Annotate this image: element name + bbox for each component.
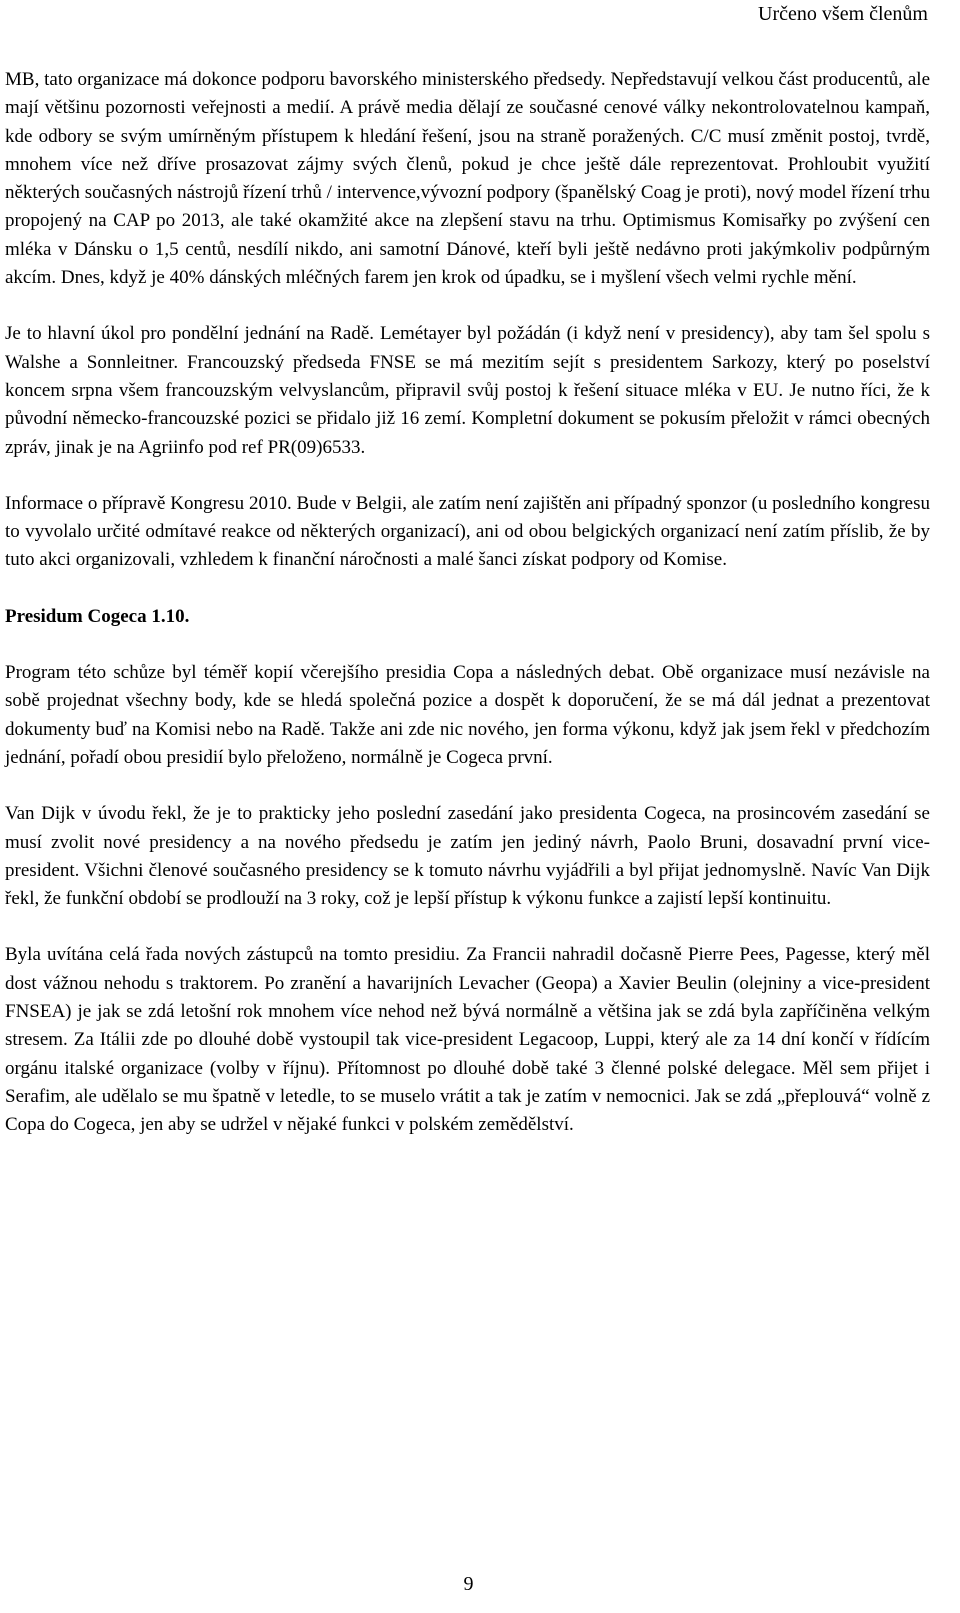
paragraph-van-dijk: Van Dijk v úvodu řekl, že je to prakticky jeho poslední zasedání jako presidenta Cogeca, na prosincovém zasedání se musí zvolit nové presidency a na nového předsedu je zatím jen jediný návrh, Paolo Bruni, dosavadní první vice-president. Všichni členové současného presidency se k tomuto návrhu vyjádřili a byl přijat jednomyslně. Navíc Van Dijk řekl, že funkční období se prodlouží na 3 roky, což je lepší přístup k výkonu funkce a zajistí lepší kontinuitu. xyxy=(5,803,930,910)
paragraph-new-representatives: Byla uvítána celá řada nových zástupců na tomto presidiu. Za Francii nahradil dočasně Pierre Pees, Pagesse, který měl dost vážnou nehodu s traktorem. Po zranění a havarijních Levacher (Geopa) a Xavier Beulin (olejniny a vice-president FNSEA) je jak se zdá letošní rok mnohem více nehod než bývá normálně a většina jak se zdá byla zapříčiněna velkým stresem. Za Itálii zde po dlouhé době vystoupil tak vice-president Legacoop, Luppi, který ale za 14 dní končí v řídícím orgánu italské organizace (volby v říjnu). Přítomnost po dlouhé době také 3 členné polské delegace. Měl sem přijet i Serafim, ale udělalo se mu špatně v letedle, to se muselo vrátit a tak je zatím v nemocnici. Jak se zdá „přeplouvá“ volně z Copa do Cogeca, jen aby se udržel v nějaké funkci v polském zemědělství. xyxy=(5,944,930,1136)
paragraph-program: Program této schůze byl téměř kopií včerejšího presidia Copa a následných debat. Obě organizace musí nezávisle na sobě projednat všechny body, kde se hledá společná pozice a dospět k doporučení, že se má dál jednat a prezentovat dokumenty buď na Komisi nebo na Radě. Takže ani zde nic nového, jen forma výkonu, když jak jsem řekl v předchozím jednání, pořadí obou presidií bylo přeloženo, normálně je Cogeca první. xyxy=(5,662,930,768)
paragraph-council-meeting: Je to hlavní úkol pro pondělní jednání na Radě. Lemétayer byl požádán (i když není v presidency), aby tam šel spolu s Walshe a Sonnleitner. Francouzský předseda FNSE se má mezitím sejít s presidentem Sarkozy, který po poselství koncem srpna všem francouzským velvyslancům, připravil svůj postoj k řešení situace mléka v EU. Je nutno říci, že k původní německo-francouzské pozici se přidalo již 16 zemí. Kompletní dokument se pokusím přeložit v rámci obecných zpráv, jinak je na Agriinfo pod ref PR(09)6533. xyxy=(5,323,930,458)
page-number: 9 xyxy=(463,1573,474,1595)
paragraph-milk-market: MB, tato organizace má dokonce podporu bavorského ministerského předsedy. Nepředstavují velkou část producentů, ale mají většinu pozornosti veřejnosti a medií. A právě media dělají ze současné cenové války nekontrolovatelnou kampaň, kde odbory se svým umírněným přístupem k hledání řešení, jsou na straně poražených. C/C musí změnit postoj, tvrdě, mnohem více než dříve prosazovat zájmy svých členů, pokud je chce ještě dále reprezentovat. Prohloubit využití některých současných nástrojů řízení trhů / intervence,vývozní podpory (španělský Coag je proti), nový model řízení trhu propojený na CAP po 2013, ale také okamžité akce na zlepšení stavu na trhu. Optimismus Komisařky po zvýšení cen mléka v Dánsku o 1,5 centů, nesdílí nikdo, ani samotní Dánové, kteří byli ještě nedávno proti jakýmkoliv podpůrným akcím. Dnes, když je 40% dánských mléčných farem jen krok od úpadku, se i myšlení všech velmi rychle mění. xyxy=(5,69,930,289)
paragraph-congress-2010: Informace o přípravě Kongresu 2010. Bude v Belgii, ale zatím není zajištěn ani případný sponzor (u posledního kongresu to vyvolalo určité odmítavé reakce od některých organizací), ani od obou belgických organizací není zatím příslib, že by tuto akci organizovali, vzhledem k finanční náročnosti a malé šanci získat podpory od Komise. xyxy=(5,492,930,571)
section-heading: Presidum Cogeca 1.10. xyxy=(5,605,190,627)
distribution-note: Určeno všem členům xyxy=(758,3,928,25)
document-body xyxy=(5,66,930,1140)
